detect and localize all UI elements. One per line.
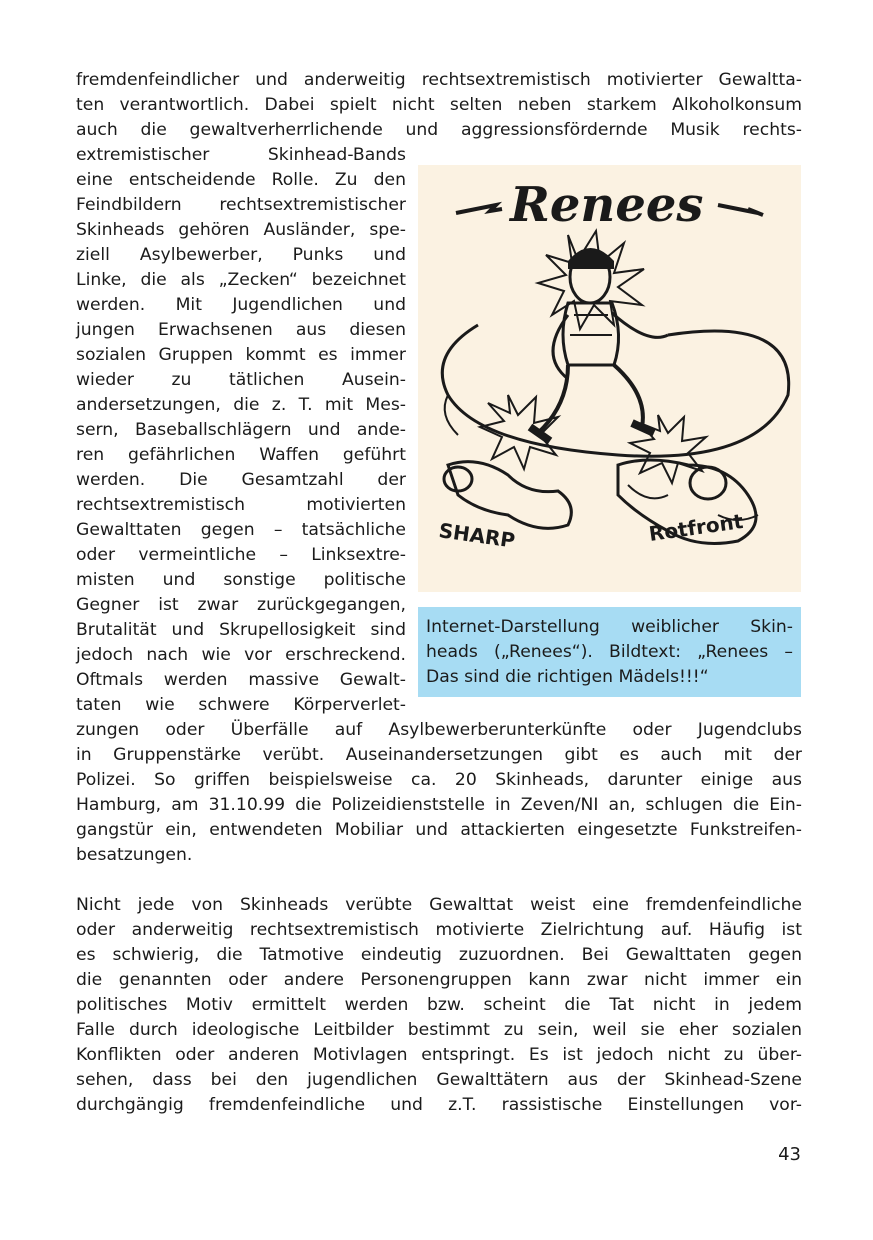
text-line: zungen oder Überfälle auf Asylbewerberunterkünfte oder Jugendclubs bbox=[76, 720, 802, 740]
figure-caption bbox=[418, 607, 801, 697]
caption-line: Internet-Darstellung weiblicher Skin- bbox=[426, 617, 793, 637]
paragraph-1-top bbox=[76, 68, 802, 143]
text-line: Polizei. So griffen beispielsweise ca. 20 Skinheads, darunter einige aus bbox=[76, 770, 802, 790]
text-line: auch die gewaltverherrlichende und aggressionsfördernde Musik rechts- bbox=[76, 120, 802, 140]
illustration-label-sharp: SHARP bbox=[437, 518, 517, 553]
text-line: Skinheads gehören Ausländer, spe- bbox=[76, 220, 406, 240]
text-line: werden. Die Gesamtzahl der bbox=[76, 470, 406, 490]
illustration-drawing bbox=[418, 165, 801, 592]
caption-line: heads („Renees“). Bildtext: „Renees – bbox=[426, 642, 793, 662]
text-line: fremdenfeindlicher und anderweitig rechtsextremistisch motivierter Gewaltta- bbox=[76, 70, 802, 90]
text-line: Gewalttaten gegen – tatsächliche bbox=[76, 520, 406, 540]
text-line: in Gruppenstärke verübt. Auseinandersetzungen gibt es auch mit der bbox=[76, 745, 802, 765]
text-line: jedoch nach wie vor erschreckend. bbox=[76, 645, 406, 665]
caption-line: Das sind die richtigen Mädels!!!“ bbox=[426, 667, 709, 687]
text-line: durchgängig fremdenfeindliche und z.T. rassistische Einstellungen vor- bbox=[76, 1095, 802, 1115]
text-line: die genannten oder andere Personengruppen kann zwar nicht immer ein bbox=[76, 970, 802, 990]
text-line: besatzungen. bbox=[76, 845, 193, 865]
text-line: Nicht jede von Skinheads verübte Gewalttat weist eine fremdenfeindliche bbox=[76, 895, 802, 915]
text-line: wieder zu tätlichen Ausein- bbox=[76, 370, 406, 390]
text-line: oder vermeintliche – Linksextre- bbox=[76, 545, 406, 565]
text-line: andersetzungen, die z. T. mit Mes- bbox=[76, 395, 406, 415]
text-line: taten wie schwere Körperverlet- bbox=[76, 695, 406, 715]
text-line: ten verantwortlich. Dabei spielt nicht selten neben starkem Alkoholkonsum bbox=[76, 95, 802, 115]
illustration-label-rotfront: Rotfront bbox=[647, 508, 745, 546]
renees-illustration bbox=[418, 165, 801, 592]
paragraph-1-column bbox=[76, 143, 406, 718]
illustration-title: Renees bbox=[510, 177, 704, 233]
text-line: Oftmals werden massive Gewalt- bbox=[76, 670, 406, 690]
text-line: eine entscheidende Rolle. Zu den bbox=[76, 170, 406, 190]
text-line: es schwierig, die Tatmotive eindeutig zuzuordnen. Bei Gewalttaten gegen bbox=[76, 945, 802, 965]
text-line: extremistischer Skinhead-Bands bbox=[76, 145, 406, 165]
text-line: Linke, die als „Zecken“ bezeichnet bbox=[76, 270, 406, 290]
paragraph-1-continued bbox=[76, 718, 802, 868]
text-line: Hamburg, am 31.10.99 die Polizeidienststelle in Zeven/NI an, schlugen die Ein- bbox=[76, 795, 802, 815]
text-line: politisches Motiv ermittelt werden bzw. scheint die Tat nicht in jedem bbox=[76, 995, 802, 1015]
text-line: Falle durch ideologische Leitbilder bestimmt zu sein, weil sie eher sozialen bbox=[76, 1020, 802, 1040]
text-line: gangstür ein, entwendeten Mobiliar und attackierten eingesetzte Funkstreifen- bbox=[76, 820, 802, 840]
text-line: Brutalität und Skrupellosigkeit sind bbox=[76, 620, 406, 640]
text-line: sern, Baseballschlägern und ande- bbox=[76, 420, 406, 440]
text-line: ziell Asylbewerber, Punks und bbox=[76, 245, 406, 265]
text-line: misten und sonstige politische bbox=[76, 570, 406, 590]
text-line: sehen, dass bei den jugendlichen Gewalttätern aus der Skinhead-Szene bbox=[76, 1070, 802, 1090]
text-line: Konflikten oder anderen Motivlagen entspringt. Es ist jedoch nicht zu über- bbox=[76, 1045, 802, 1065]
paragraph-2 bbox=[76, 893, 802, 1118]
text-line: jungen Erwachsenen aus diesen bbox=[76, 320, 406, 340]
text-line: werden. Mit Jugendlichen und bbox=[76, 295, 406, 315]
text-line: sozialen Gruppen kommt es immer bbox=[76, 345, 406, 365]
text-line: Feindbildern rechtsextremistischer bbox=[76, 195, 406, 215]
text-line: Gegner ist zwar zurückgegangen, bbox=[76, 595, 406, 615]
text-line: ren gefährlichen Waffen geführt bbox=[76, 445, 406, 465]
text-line: rechtsextremistisch motivierten bbox=[76, 495, 406, 515]
page-number: 43 bbox=[778, 1144, 801, 1165]
text-line: oder anderweitig rechtsextremistisch motivierte Zielrichtung auf. Häufig ist bbox=[76, 920, 802, 940]
